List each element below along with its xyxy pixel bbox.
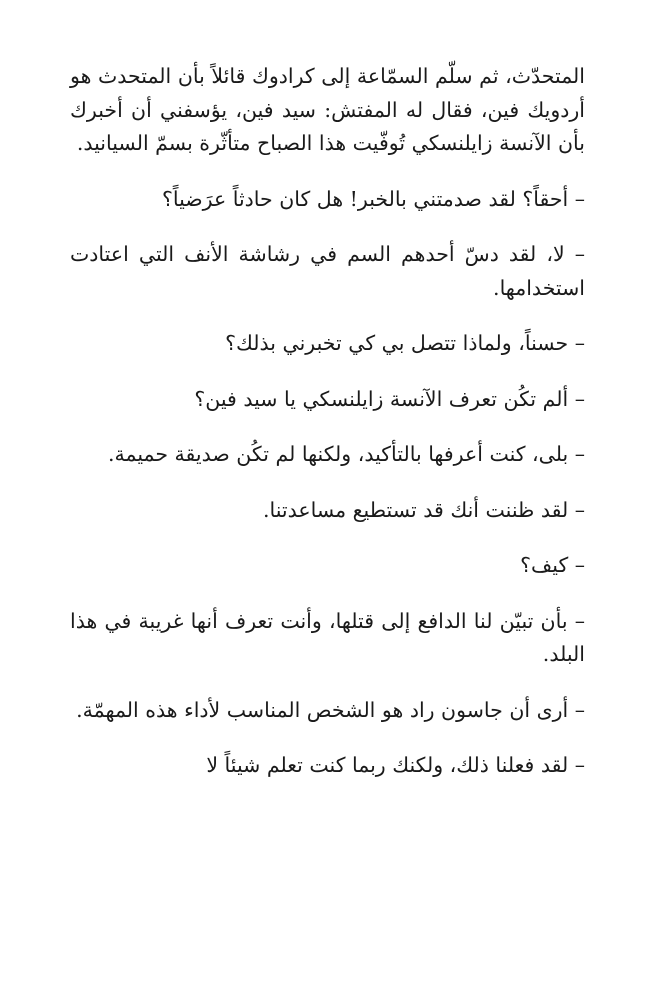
- dialogue-line: – حسناً، ولماذا تتصل بي كي تخبرني بذلك؟: [225, 331, 585, 355]
- dialogue-line: – أرى أن جاسون راد هو الشخص المناسب لأداء هذه المهمّة.: [76, 697, 585, 722]
- book-page: [70, 60, 585, 805]
- dialogue-line: – لا، لقد دسّ أحدهم السم في رشاشة الأنف التي اعتادت استخدامها.: [70, 242, 585, 300]
- dialogue-line: – بأن تبيّن لنا الدافع إلى قتلها، وأنت تعرف أنها غريبة في هذا البلد.: [70, 608, 585, 666]
- dialogue-line: – ألم تكُن تعرف الآنسة زايلنسكي يا سيد فين؟: [194, 386, 585, 411]
- narration-paragraph: المتحدّث، ثم سلّم السمّاعة إلى كرادوك قائلاً بأن المتحدث هو أردويك فين، فقال له المفتش: سيد فين، يؤسفني أن أخبرك بأن الآنسة زايلنسكي تُوفّيت هذا الصباح متأثّرة بسمّ السيانيد.: [70, 64, 585, 155]
- dialogue-line: – بلى، كنت أعرفها بالتأكيد، ولكنها لم تكُن صديقة حميمة.: [107, 442, 585, 466]
- dialogue-line: – لقد ظننت أنك قد تستطيع مساعدتنا.: [262, 497, 585, 522]
- dialogue-line: – أحقاً؟ لقد صدمتني بالخبر! هل كان حادثاً عرَضياً؟: [161, 186, 585, 211]
- dialogue-line: – كيف؟: [520, 553, 585, 577]
- dialogue-line: – لقد فعلنا ذلك، ولكنك ربما كنت تعلم شيئاً لا: [206, 753, 585, 777]
